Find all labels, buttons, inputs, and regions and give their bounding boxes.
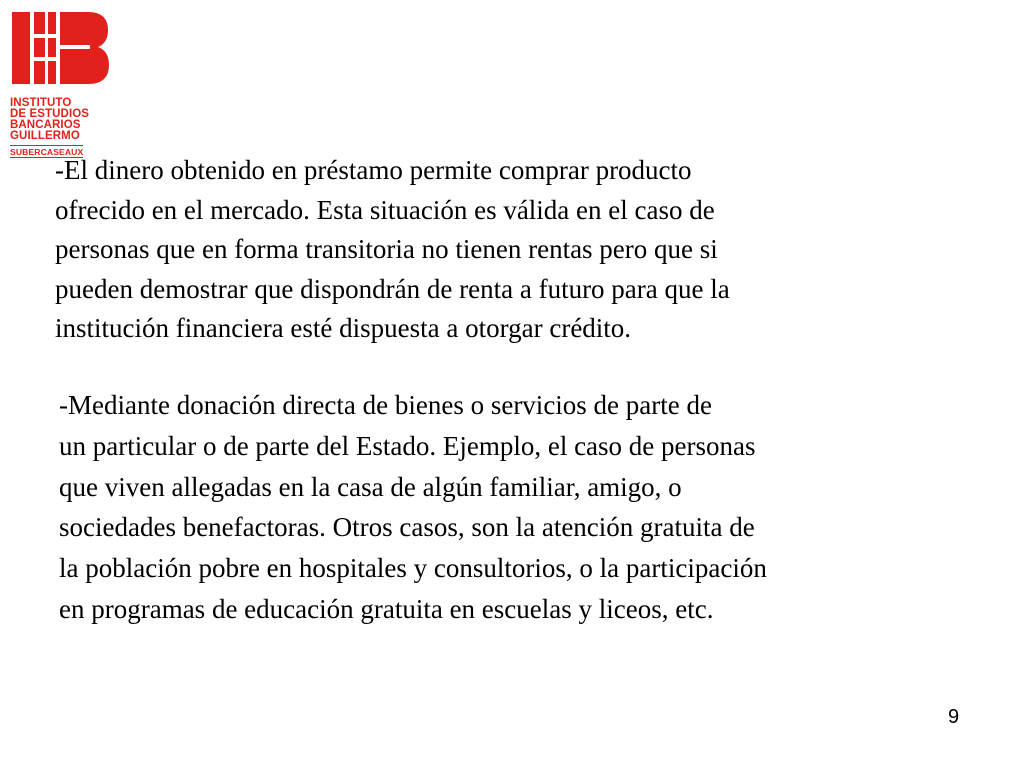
page-number: 9 (948, 706, 960, 728)
logo-line-1: INSTITUTO (10, 97, 72, 109)
logo-line-3: BANCARIOS (10, 119, 81, 131)
logo-line-4: GUILLERMO (10, 130, 80, 142)
institute-logo (10, 10, 110, 162)
ieb-logo-icon (10, 10, 110, 86)
paragraph-loan: -El dinero obtenido en préstamo permite comprar producto ofrecido en el mercado. Esta situación es válida en el caso de personas que en forma transitoria no tienen rentas pero que si pueden demostrar que dispondrán de renta a futuro para que la institución financiera esté dispuesta a otorgar crédito. (55, 155, 730, 343)
paragraph-donation: -Mediante donación directa de bienes o servicios de parte de un particular o de parte del Estado. Ejemplo, el caso de personas que viven allegadas en la casa de algún familiar, amigo, o sociedades benefactoras. Otros casos, son la atención gratuita de la población pobre en hospitales y consultorios, o la participación en programas de educación gratuita en escuelas y liceos, etc. (59, 390, 767, 624)
logo-line-2: DE ESTUDIOS (10, 108, 90, 120)
logo-line-5: SUBERCASEAUX (10, 147, 84, 157)
